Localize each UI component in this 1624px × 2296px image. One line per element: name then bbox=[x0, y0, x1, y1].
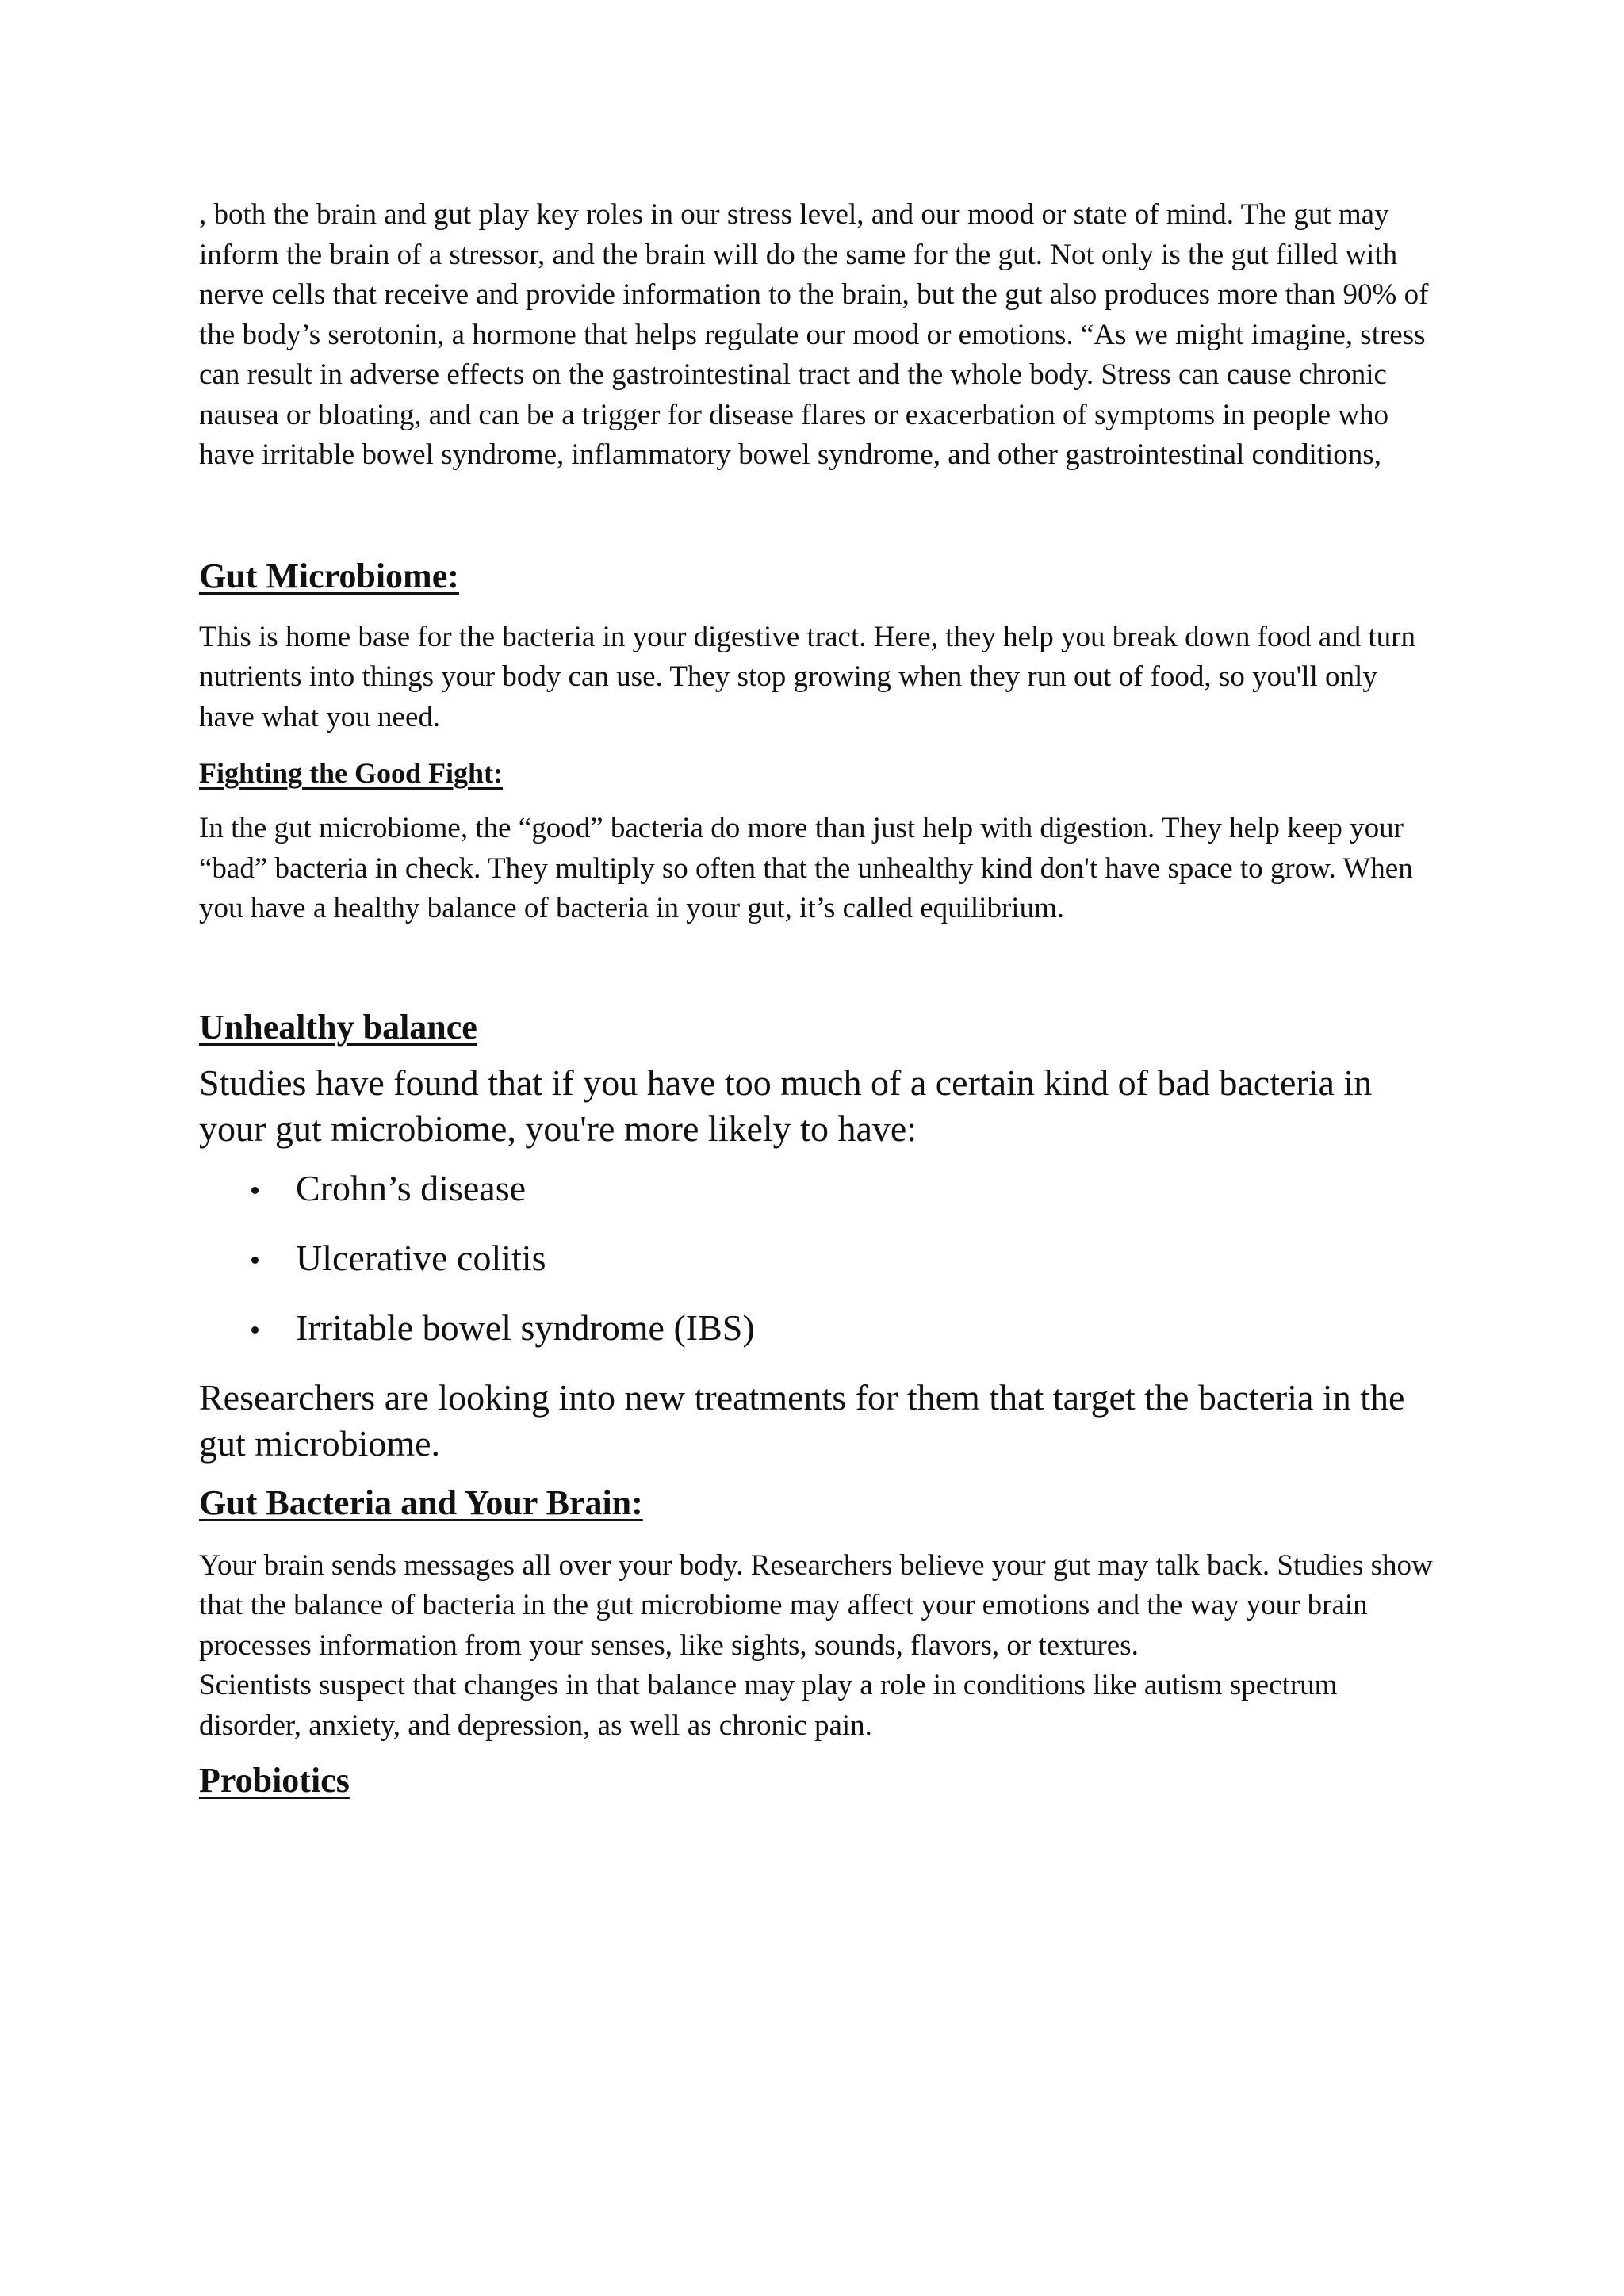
gut-bacteria-paragraph-1: Your brain sends messages all over your body. Researchers believe your gut may talk back. Studies show that the balance of bacteria in the gut microbiome may affect your emotions and the way your brain processes information from your senses, like sights, sounds, flavors, or textures. bbox=[199, 1548, 1433, 1662]
list-item-text: Ulcerative colitis bbox=[296, 1237, 546, 1278]
list-item-text: Crohn’s disease bbox=[296, 1167, 527, 1208]
heading-gut-bacteria-and-brain: Gut Bacteria and Your Brain: bbox=[199, 1483, 643, 1522]
heading-unhealthy-balance: Unhealthy balance bbox=[199, 1007, 477, 1047]
gut-microbiome-paragraph: This is home base for the bacteria in your digestive tract. Here, they help you break down food and turn nutrients into things your body can use. They stop growing when they run out of food, so you'll only have what you need. bbox=[199, 620, 1416, 733]
document-page bbox=[199, 195, 1436, 1803]
heading-probiotics: Probiotics bbox=[199, 1761, 350, 1800]
bullet-icon bbox=[251, 1257, 259, 1264]
bullet-icon bbox=[251, 1187, 259, 1194]
intro-paragraph: , both the brain and gut play key roles in our stress level, and our mood or state of mind. The gut may inform the brain of a stressor, and the brain will do the same for the gut. Not only is the gut filled with nerve cells that receive and provide information to the brain, but the gut also produces more than 90% of the body’s serotonin, a hormone that helps regulate our mood or emotions. “As we might imagine, stress can result in adverse effects on the gastrointestinal tract and the whole body. Stress can cause chronic nausea or bloating, and can be a trigger for disease flares or exacerbation of symptoms in people who have irritable bowel syndrome, inflammatory bowel syndrome, and other gastrointestinal conditions, bbox=[199, 198, 1429, 471]
researchers-paragraph: Researchers are looking into new treatments for them that target the bacteria in the gut microbiome. bbox=[199, 1376, 1405, 1464]
conditions-list bbox=[199, 1165, 1436, 1351]
list-item bbox=[199, 1305, 1436, 1351]
list-item bbox=[199, 1165, 1436, 1211]
unhealthy-balance-paragraph: Studies have found that if you have too much of a certain kind of bad bacteria in your gut microbiome, you're more likely to have: bbox=[199, 1062, 1373, 1149]
bullet-icon bbox=[251, 1326, 259, 1334]
gut-bacteria-paragraph-2: Scientists suspect that changes in that balance may play a role in conditions like autism spectrum disorder, anxiety, and depression, as well as chronic pain. bbox=[199, 1669, 1338, 1742]
list-item-text: Irritable bowel syndrome (IBS) bbox=[296, 1307, 755, 1348]
list-item bbox=[199, 1235, 1436, 1281]
heading-gut-microbiome: Gut Microbiome: bbox=[199, 556, 459, 595]
heading-fighting-the-good-fight: Fighting the Good Fight: bbox=[199, 757, 504, 789]
fighting-paragraph: In the gut microbiome, the “good” bacteria do more than just help with digestion. They help keep your “bad” bacteria in check. They multiply so often that the unhealthy kind don't have space to grow. When you have a healthy balance of bacteria in your gut, it’s called equilibrium. bbox=[199, 812, 1413, 924]
